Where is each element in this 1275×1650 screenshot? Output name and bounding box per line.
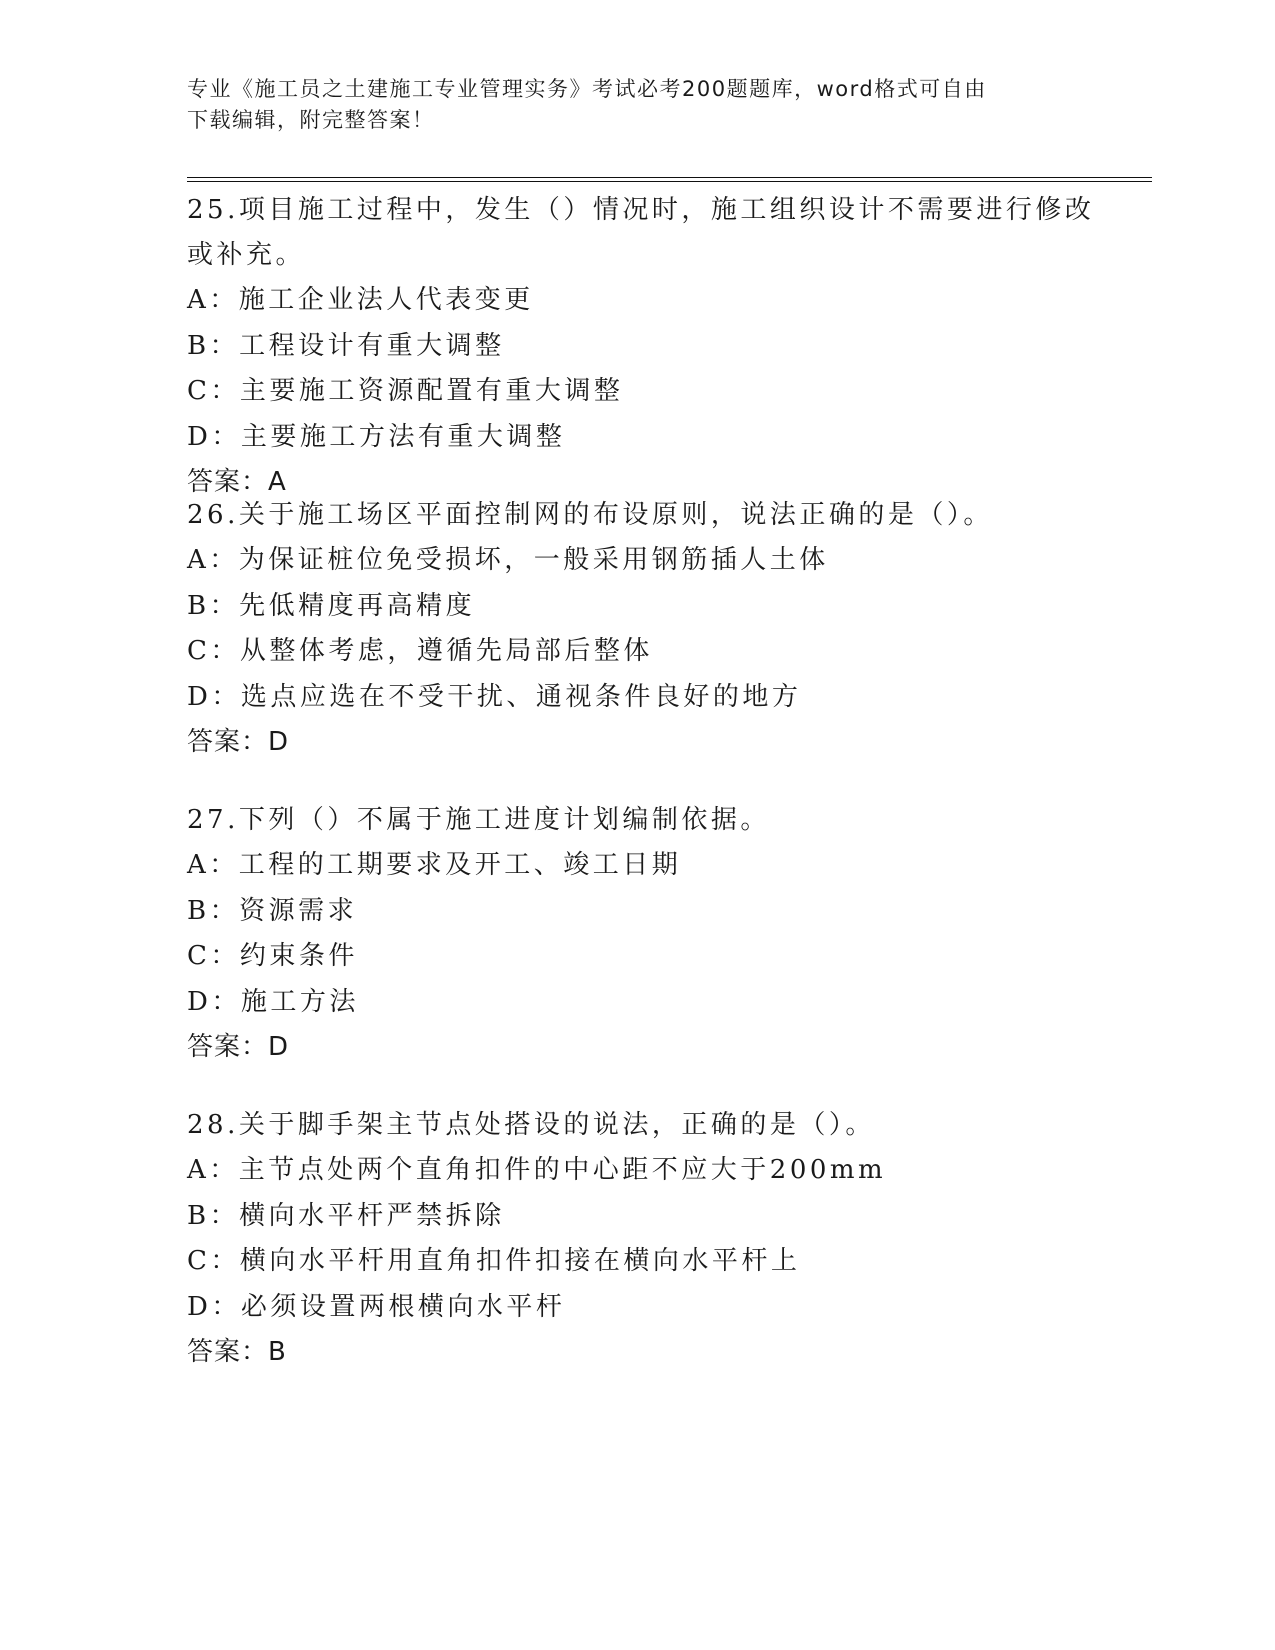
option-c: C：约束条件	[187, 941, 358, 971]
header-line-1: 专业《施工员之土建施工专业管理实务》考试必考200题题库，word格式可自由	[187, 77, 987, 101]
option-c: C：主要施工资源配置有重大调整	[187, 376, 624, 406]
question-28	[187, 1103, 1087, 1408]
question-26	[187, 493, 1087, 798]
option-a: A：主节点处两个直角扣件的中心距不应大于200mm	[187, 1155, 887, 1185]
question-stem-line: 26.关于施工场区平面控制网的布设原则，说法正确的是（）。	[187, 500, 993, 530]
option-d: D：必须设置两根横向水平杆	[187, 1291, 566, 1322]
question-stem	[187, 493, 1087, 538]
question-stem-line: 或补充。	[187, 240, 306, 270]
option-d: D：选点应选在不受干扰、通视条件良好的地方	[187, 681, 802, 712]
option-b: B：工程设计有重大调整	[187, 330, 505, 361]
question-stem-line: 27.下列（）不属于施工进度计划编制依据。	[187, 805, 770, 835]
document-header	[187, 74, 1067, 136]
option-b: B：先低精度再高精度	[187, 590, 476, 621]
option-c: C：从整体考虑，遵循先局部后整体	[187, 636, 653, 666]
answer-label: 答案：B	[187, 1337, 287, 1367]
question-stem	[187, 1103, 1087, 1148]
question-25	[187, 188, 1095, 497]
question-list	[187, 188, 1095, 1408]
option-b: B：横向水平杆严禁拆除	[187, 1200, 505, 1231]
header-line-2: 下载编辑，附完整答案！	[187, 108, 435, 132]
answer-label: 答案：A	[187, 467, 287, 497]
option-b: B：资源需求	[187, 895, 358, 926]
answer-label: 答案：D	[187, 1032, 290, 1062]
option-a: A：施工企业法人代表变更	[187, 285, 534, 315]
option-d: D：主要施工方法有重大调整	[187, 421, 566, 452]
option-a: A：工程的工期要求及开工、竣工日期	[187, 850, 682, 880]
option-a: A：为保证桩位免受损坏，一般采用钢筋插人土体	[187, 545, 829, 575]
question-stem	[187, 188, 1095, 278]
header-divider-bottom	[187, 181, 1152, 182]
question-stem-line: 28.关于脚手架主节点处搭设的说法，正确的是（）。	[187, 1110, 875, 1140]
question-stem	[187, 798, 1087, 843]
answer-label: 答案：D	[187, 727, 290, 757]
question-stem-line: 25.项目施工过程中，发生（）情况时，施工组织设计不需要进行修改	[187, 195, 1095, 225]
option-d: D：施工方法	[187, 986, 359, 1017]
option-c: C：横向水平杆用直角扣件扣接在横向水平杆上	[187, 1246, 801, 1276]
question-27	[187, 798, 1087, 1103]
header-divider-top	[187, 177, 1152, 178]
